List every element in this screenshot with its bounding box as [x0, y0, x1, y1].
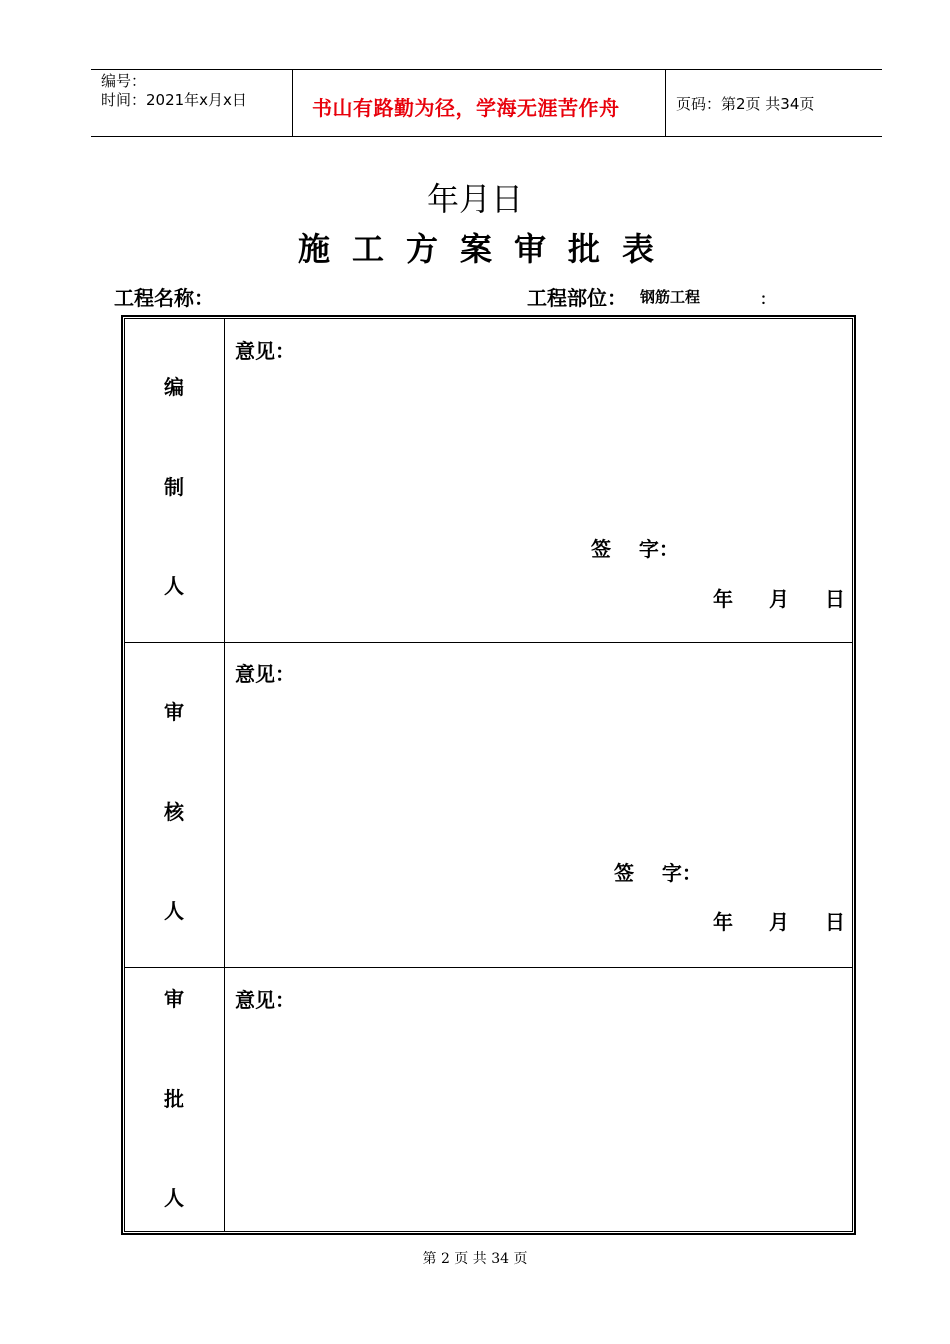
date-month: 月 — [769, 910, 789, 934]
header-top-rule — [91, 69, 882, 70]
opinion-label: 意见： — [235, 662, 295, 686]
role-char: 人 — [164, 899, 184, 923]
date-line: 年月日 — [426, 180, 523, 218]
table-column-divider — [224, 318, 225, 1232]
time-label: 时间：2021年x月x日 — [101, 91, 247, 109]
sign-label: 签 字： — [614, 861, 702, 885]
project-part-value: 钢筋工程 — [640, 288, 701, 306]
role-char: 编 — [164, 375, 184, 399]
role-char: 人 — [164, 1186, 184, 1210]
page-footer: 第 2 页 共 34 页 — [422, 1251, 528, 1267]
header-bottom-rule — [91, 136, 882, 137]
date-day: 日 — [825, 587, 845, 611]
role-char: 审 — [164, 700, 184, 724]
sign-label: 签 字： — [591, 537, 679, 561]
date-day: 日 — [825, 910, 845, 934]
project-part-colon: ： — [760, 290, 776, 308]
role-char: 人 — [164, 574, 184, 598]
opinion-label: 意见： — [235, 988, 295, 1012]
role-char: 审 — [164, 987, 184, 1011]
role-char: 制 — [164, 475, 184, 499]
serial-label: 编号： — [101, 72, 147, 90]
motto: 书山有路勤为径，学海无涯苦作舟 — [312, 96, 620, 120]
row-divider-2 — [124, 967, 853, 968]
role-char: 核 — [164, 800, 184, 824]
role-char: 批 — [164, 1087, 184, 1111]
date-year: 年 — [713, 910, 733, 934]
row-divider-1 — [124, 642, 853, 643]
page-title: 施工方案审批表 — [297, 230, 676, 268]
project-name-label: 工程名称： — [114, 286, 214, 310]
opinion-label: 意见： — [235, 339, 295, 363]
header-divider-right — [665, 69, 666, 136]
date-month: 月 — [769, 587, 789, 611]
page-label: 页码：第2页 共34页 — [676, 95, 815, 113]
project-part-label: 工程部位： — [527, 286, 627, 310]
date-year: 年 — [713, 587, 733, 611]
approval-table — [124, 318, 853, 1232]
header-divider-left — [292, 69, 293, 136]
